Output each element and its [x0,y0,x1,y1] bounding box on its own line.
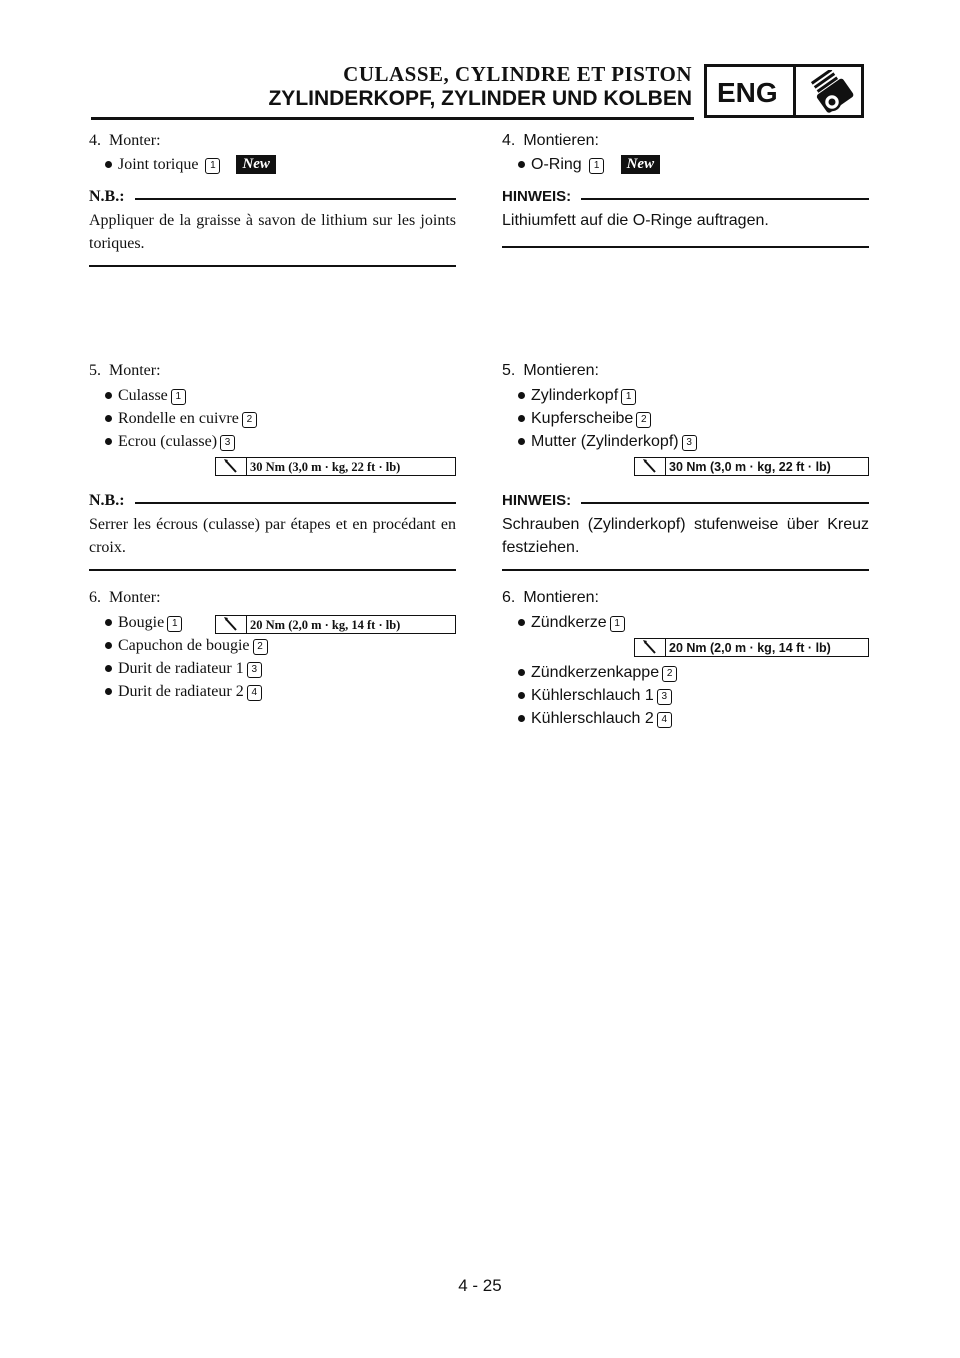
ref-number: 2 [242,412,257,428]
torque-value: 20 Nm (2,0 m · kg, 14 ft · lb) [250,618,401,632]
ref-number: 2 [636,412,651,428]
list-item: Rondelle en cuivre 2 [89,407,456,430]
torque-spec [634,638,869,657]
note-text: Lithiumfett auf die O-Ringe auftragen. [502,212,769,229]
fr-step-5 [89,360,456,571]
ref-number: 1 [621,389,636,405]
de-step-4 [502,130,869,248]
header-rule [91,117,694,120]
note-header [502,492,869,512]
fr-step-6 [89,587,456,703]
step-title: Monter: [109,362,161,379]
torque-spec [215,457,456,476]
torque-wrench-icon [635,458,666,475]
list-item: Kühlerschlauch 1 3 [502,684,869,707]
page-number: 4 - 25 [458,1276,502,1295]
step-title: Montieren: [523,589,599,606]
note-text: Appliquer de la graisse à savon de lithium sur les joints toriques. [89,212,456,252]
list-item: Capuchon de bougie 2 [89,634,456,657]
step-title: Monter: [109,589,161,606]
note-text: Schrauben (Zylinderkopf) stufenweise über Kreuz festziehen. [502,516,869,556]
list-item: O-Ring 1 New [502,153,869,176]
list-item: Joint torique 1 New [89,153,456,176]
list-item: Zündkerzenkappe 2 [502,661,869,684]
list-item: Mutter (Zylinderkopf) 3 [502,430,869,453]
note-header [89,188,456,208]
ref-number: 1 [610,616,625,632]
column-french [89,130,456,700]
engine-piston-icon [799,70,865,116]
new-part-badge: New [621,155,661,174]
note-end-rule [502,246,869,248]
torque-wrench-icon [216,458,247,475]
step-title: Montieren: [523,362,599,379]
step-title: Monter: [109,132,161,149]
de-step-6 [502,587,869,730]
column-german [502,130,869,727]
step-title: Montieren: [523,132,599,149]
ref-number: 3 [247,662,262,678]
de-step-5 [502,360,869,571]
ref-number: 3 [657,689,672,705]
ref-number: 3 [220,435,235,451]
torque-wrench-icon [216,616,247,633]
new-part-badge: New [236,155,276,174]
ref-number: 1 [589,158,604,174]
ref-number: 4 [657,712,672,728]
ref-number: 3 [682,435,697,451]
list-item: Zylinderkopf 1 [502,384,869,407]
section-badge-label: ENG [717,77,778,108]
note-end-rule [89,569,456,571]
ref-number: 2 [662,666,677,682]
list-item: Bougie 1 [89,611,456,634]
step-number: 5. [502,362,516,379]
list-item: Durit de radiateur 1 3 [89,657,456,680]
torque-spec [634,457,869,476]
list-item: Kühlerschlauch 2 4 [502,707,869,730]
torque-value: 30 Nm (3,0 m · kg, 22 ft · lb) [669,460,831,474]
ref-number: 2 [253,639,268,655]
note-text: Serrer les écrous (culasse) par étapes et en procédant en croix. [89,516,456,556]
ref-number: 1 [167,616,182,632]
step-number: 6. [502,589,516,606]
list-item: Zündkerze 1 [502,611,869,634]
list-item: Kupferscheibe 2 [502,407,869,430]
list-item: Durit de radiateur 2 4 [89,680,456,703]
step-number: 4. [502,132,516,149]
ref-number: 1 [205,158,220,174]
fr-step-4 [89,130,456,267]
ref-number: 4 [247,685,262,701]
torque-value: 30 Nm (3,0 m · kg, 22 ft · lb) [250,460,401,474]
note-label: N.B.: [89,188,135,206]
section-badge [704,64,864,118]
note-end-rule [502,569,869,571]
step-number: 6. [89,589,101,606]
note-label: HINWEIS: [502,492,581,509]
note-label: HINWEIS: [502,188,581,205]
ref-number: 1 [171,389,186,405]
note-header [89,492,456,512]
torque-spec [215,615,456,634]
torque-wrench-icon [635,639,666,656]
list-item: Culasse 1 [89,384,456,407]
badge-divider [793,67,796,115]
step-number: 4. [89,132,101,149]
torque-value: 20 Nm (2,0 m · kg, 14 ft · lb) [669,641,831,655]
list-item: Ecrou (culasse) 3 [89,430,456,453]
header-title-de: ZYLINDERKOPF, ZYLINDER UND KOLBEN [268,87,692,110]
step-number: 5. [89,362,101,379]
note-label: N.B.: [89,492,135,510]
note-end-rule [89,265,456,267]
header-title-fr: CULASSE, CYLINDRE ET PISTON [343,62,692,86]
note-header [502,188,869,208]
